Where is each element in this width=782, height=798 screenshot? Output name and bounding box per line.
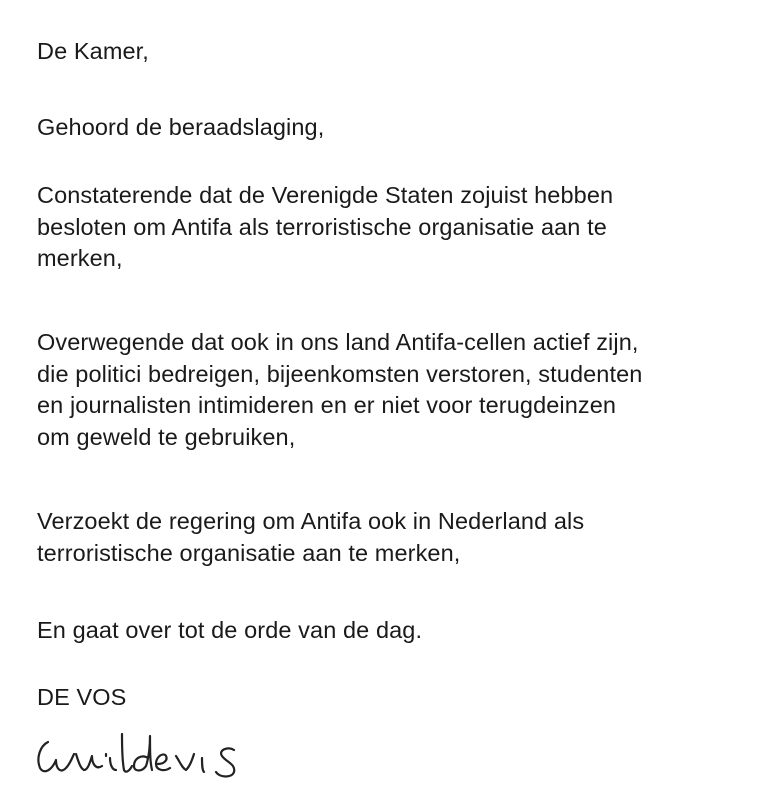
request-line: terroristische organisatie aan te merken,: [37, 539, 461, 566]
considering-line: en journalisten intimideren en er niet voor terugdeinzen: [37, 392, 617, 418]
considering-clause: [37, 327, 642, 453]
considering-line: die politici bedreigen, bijeenkomsten verstoren, studenten: [37, 360, 643, 387]
author-name: DE VOS: [37, 684, 127, 710]
handwritten-signature: [30, 720, 260, 780]
salutation: De Kamer,: [37, 38, 149, 64]
considering-line: Overwegende dat ook in ons land Antifa-cellen actief zijn,: [37, 329, 639, 355]
request-clause: [37, 506, 584, 569]
noting-line: Constaterende dat de Verenigde Staten zojuist hebben: [37, 182, 614, 208]
request-line: Verzoekt de regering om Antifa ook in Nederland als: [37, 508, 585, 534]
noting-line: merken,: [37, 245, 123, 271]
considering-line: om geweld te gebruiken,: [37, 423, 296, 450]
closing-clause: En gaat over tot de orde van de dag.: [37, 617, 423, 643]
heard-clause: Gehoord de beraadslaging,: [37, 114, 325, 140]
noting-clause: [37, 180, 613, 275]
noting-line: besloten om Antifa als terroristische organisatie aan te: [37, 213, 607, 240]
